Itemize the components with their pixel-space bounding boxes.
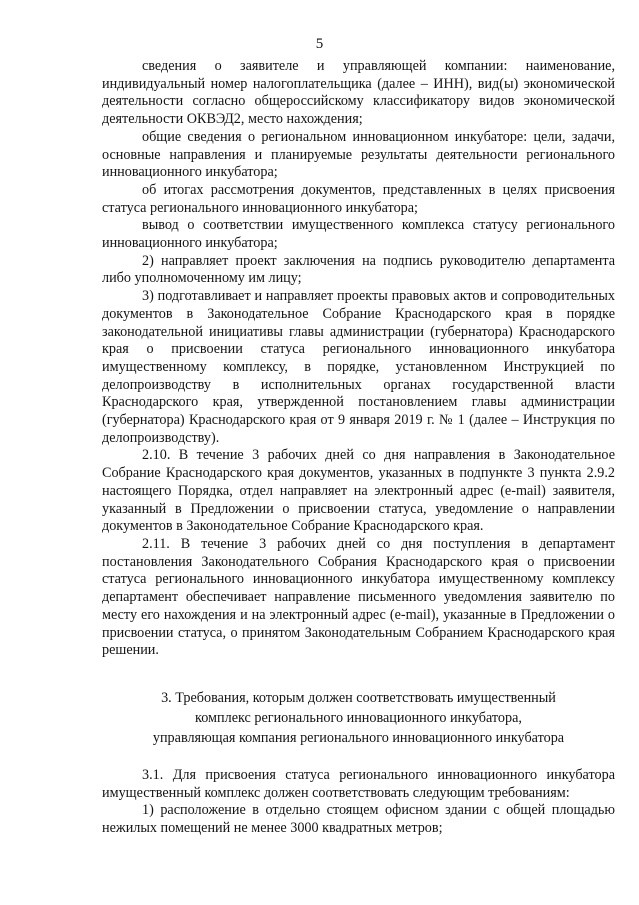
heading-line-3: управляющая компания регионального инновационного инкубатора bbox=[152, 730, 565, 746]
paragraph-3-1: 3.1. Для присвоения статуса регионального инновационного инкубатора имущественный комплекс должен соответствовать следующим требованиям: bbox=[102, 767, 615, 801]
paragraph-item-2: 2) направляет проект заключения на подпись руководителю департамента либо уполномоченному им лицу; bbox=[102, 252, 615, 287]
paragraph-conclusion: вывод о соответствии имущественного комплекса статусу регионального инновационного инкубатора; bbox=[102, 217, 615, 252]
paragraph-applicant-info: сведения о заявителе и управляющей компании: наименование, индивидуальный номер налогоплательщика (далее – ИНН), вид(ы) экономической деятельности согласно общероссийскому классификатору видов экономической деятельности ОКВЭД2, место нахождения; bbox=[102, 58, 615, 128]
section-3-text bbox=[102, 767, 615, 838]
paragraph-review-results: об итогах рассмотрения документов, представленных в целях присвоения статуса регионального инновационного инкубатора; bbox=[102, 181, 615, 216]
paragraph-incubator-info: общие сведения о региональном инновационном инкубаторе: цели, задачи, основные направления и планируемые результаты деятельности регионального инновационного инкубатора; bbox=[102, 128, 615, 181]
paragraph-2-11: 2.11. В течение 3 рабочих дней со дня поступления в департамент постановления Законодательного Собрания Краснодарского края о присвоении статуса регионального инновационного инкубатора имущественному комплексу департамент обеспечивает направление письменного уведомления заявителю по месту его нахождения и на электронный адрес (e-mail), указанные в Предложении о присвоении статуса, о принятом Законодательным Собранием Краснодарского края решении. bbox=[102, 535, 615, 659]
paragraph-2-10: 2.10. В течение 3 рабочих дней со дня направления в Законодательное Собрание Краснодарского края документов, указанных в подпункте 3 пункта 2.9.2 настоящего Порядка, отдел направляет на электронный адрес (e-mail) заявителя, указанный в Предложении о присвоении статуса, уведомление о направлении документов в Законодательное Собрание Краснодарского края. bbox=[102, 447, 615, 535]
main-text-block bbox=[102, 58, 615, 660]
paragraph-3-1-item-1: 1) расположение в отдельно стоящем офисном здании с общей площадью нежилых помещений не менее 3000 квадратных метров; bbox=[102, 802, 615, 837]
section-heading bbox=[102, 688, 615, 748]
page-number: 5 bbox=[315, 36, 324, 52]
heading-line-2: комплекс регионального инновационного инкубатора, bbox=[195, 710, 522, 726]
heading-line-1: 3. Требования, которым должен соответствовать имущественный bbox=[161, 690, 556, 706]
paragraph-item-3: 3) подготавливает и направляет проекты правовых актов и сопроводительных документов в Законодательное Собрание Краснодарского края в порядке законодательной инициативы главы администрации (губернатора) Краснодарского края о присвоении статуса регионального инновационного инкубатора имущественному комплексу, в порядке, установленном Инструкцией по делопроизводству в исполнительных органах государственной власти Краснодарского края, утвержденной постановлением главы администрации (губернатора) Краснодарского края от 9 января 2019 г. № 1 (далее – Инструкция по делопроизводству). bbox=[102, 288, 615, 446]
